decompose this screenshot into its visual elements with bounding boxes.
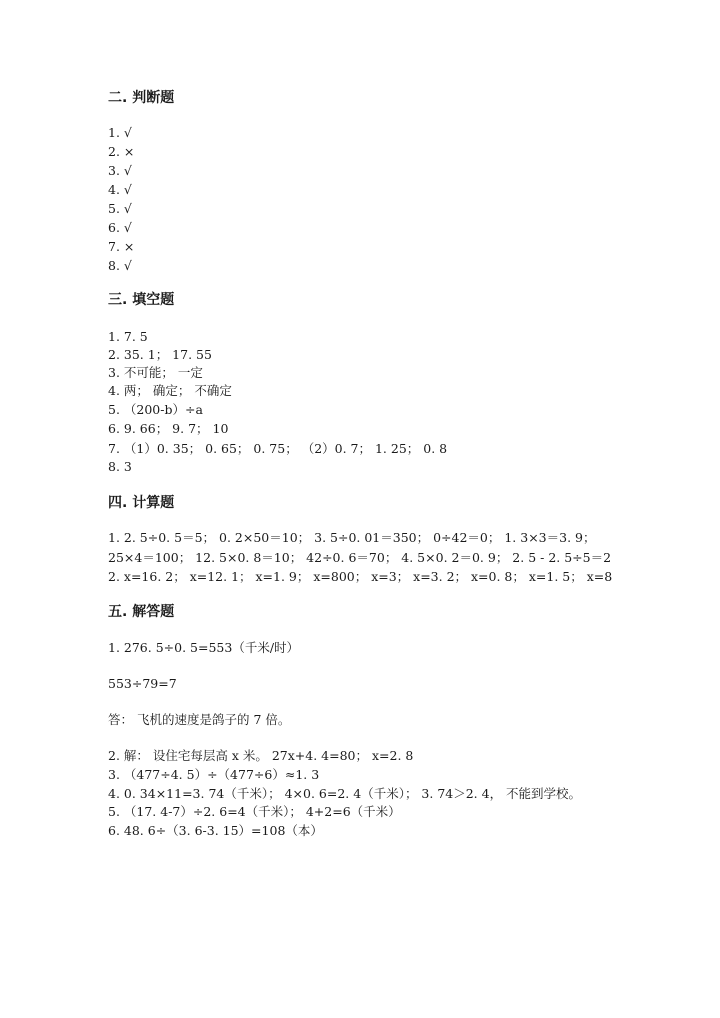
- judge-answer-2: 2. ×: [108, 144, 135, 159]
- solve-answer-1: 1. 276. 5÷0. 5=553（千米/时）: [108, 640, 300, 655]
- judge-answer-5: 5. √: [108, 201, 132, 216]
- solve-answer-1-step2: 553÷79=7: [108, 676, 177, 691]
- solve-answer-5: 5. （17. 4-7）÷2. 6=4（千米）； 4+2=6（千米）: [108, 804, 401, 819]
- judge-answer-4: 4. √: [108, 182, 132, 197]
- section-title-fill: 三. 填空题: [108, 292, 175, 308]
- solve-answer-1-reply: 答： 飞机的速度是鸽子的 7 倍。: [108, 712, 291, 727]
- solve-answer-3: 3. （477÷4. 5）÷（477÷6）≈1. 3: [108, 767, 320, 782]
- fill-answer-5: 5. （200-b）÷a: [108, 402, 203, 417]
- calc-answer-2: 2. x=16. 2； x=12. 1； x=1. 9； x=800； x=3； x=3. 2； x=0. 8； x=1. 5； x=8: [108, 569, 613, 584]
- fill-answer-2: 2. 35. 1； 17. 55: [108, 347, 212, 362]
- calc-answer-1a: 1. 2. 5÷0. 5＝5； 0. 2×50＝10； 3. 5÷0. 01＝350； 0÷42＝0； 1. 3×3＝3. 9；: [108, 530, 596, 545]
- section-title-solve: 五. 解答题: [108, 604, 175, 620]
- judge-answer-7: 7. ×: [108, 239, 135, 254]
- judge-answer-3: 3. √: [108, 163, 132, 178]
- calc-answer-1b: 25×4＝100； 12. 5×0. 8＝10； 42÷0. 6＝70； 4. 5×0. 2＝0. 9； 2. 5 - 2. 5÷5＝2: [108, 550, 612, 565]
- fill-answer-6: 6. 9. 66； 9. 7； 10: [108, 421, 229, 436]
- section-title-calc: 四. 计算题: [108, 495, 175, 511]
- section-title-judge: 二. 判断题: [108, 90, 175, 106]
- judge-answer-8: 8. √: [108, 258, 132, 273]
- judge-answer-1: 1. √: [108, 125, 132, 140]
- fill-answer-3: 3. 不可能； 一定: [108, 365, 203, 380]
- fill-answer-1: 1. 7. 5: [108, 329, 148, 344]
- solve-answer-6: 6. 48. 6÷（3. 6-3. 15）=108（本）: [108, 823, 323, 838]
- fill-answer-8: 8. 3: [108, 459, 132, 474]
- fill-answer-7: 7. （1）0. 35； 0. 65； 0. 75； （2）0. 7； 1. 25； 0. 8: [108, 441, 448, 456]
- solve-answer-4: 4. 0. 34×11=3. 74（千米）； 4×0. 6=2. 4（千米）； 3. 74＞2. 4， 不能到学校。: [108, 786, 582, 801]
- judge-answer-6: 6. √: [108, 220, 132, 235]
- solve-answer-2: 2. 解： 设住宅每层高 x 米。 27x+4. 4=80； x=2. 8: [108, 748, 414, 763]
- fill-answer-4: 4. 两； 确定； 不确定: [108, 383, 232, 398]
